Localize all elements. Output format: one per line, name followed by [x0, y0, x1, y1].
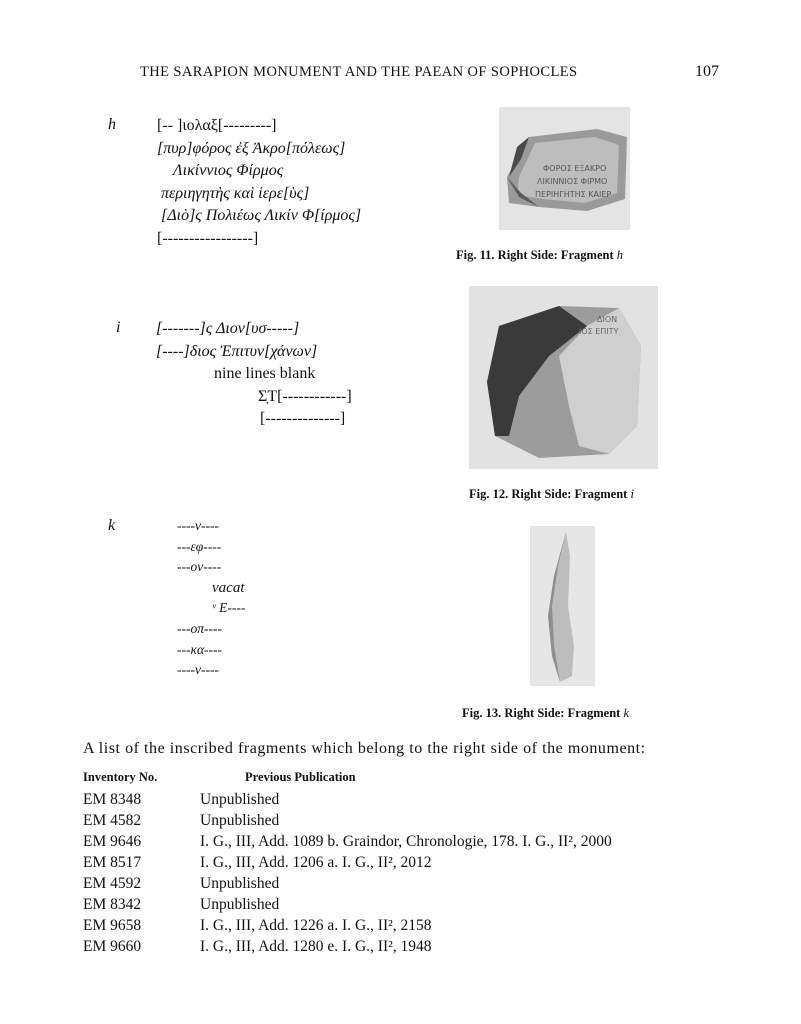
fragment-k-photo: [530, 526, 595, 686]
list-intro: A list of the inscribed fragments which belong to the right side of the monument:: [83, 740, 646, 757]
publication: I. G., III, Add. 1226 a. I. G., II², 2158: [200, 917, 432, 934]
caption-letter: i: [630, 487, 634, 501]
column-header-inventory: Inventory No.: [83, 770, 158, 784]
fragment-k-line: ---οπ----: [177, 620, 222, 636]
fragment-i-photo-text: ΔΙΟΝ: [597, 315, 618, 324]
fragment-k-line: ----ν----: [177, 662, 219, 678]
publication: Unpublished: [200, 791, 280, 808]
publication: I. G., III, Add. 1206 a. I. G., II², 2012: [200, 854, 432, 871]
fragment-label-i: i: [116, 319, 121, 336]
caption-letter: k: [623, 706, 630, 720]
publication: Unpublished: [200, 896, 280, 913]
fragment-h-line: [-----------------]: [157, 229, 259, 247]
fragment-h-text: [157, 115, 361, 250]
fragment-label-h: h: [108, 116, 116, 133]
inventory-number: EM 8348: [83, 791, 142, 808]
fragment-k-line: ---ον----: [177, 559, 222, 575]
fragment-i-line: Σ̣Τ[------------]: [258, 387, 352, 405]
fragment-k-line: ----ν----: [177, 518, 219, 533]
fragment-i-text: [156, 318, 352, 431]
fragment-h-photo-text: ΛΙΚΙΝΝΙΟΣ ΦΙΡΜΟ: [537, 177, 608, 186]
fragment-h-line: [Διὸ]ς Πολιέως Λικίν Φ[ίρμος]: [161, 207, 362, 224]
publication: I. G., III, Add. 1089 b. Graindor, Chronologie, 178. I. G., II², 2000: [200, 833, 612, 850]
fragment-h-line: [-- ]ιολαξ[---------]: [157, 117, 277, 134]
page-number: 107: [695, 63, 719, 80]
running-title: THE SARAPION MONUMENT AND THE PAEAN OF SOPHOCLES: [140, 64, 578, 80]
fragment-h-photo: [499, 107, 630, 230]
caption-prefix: Fig. 13. Right Side: Fragment: [462, 706, 621, 720]
publication: Unpublished: [200, 875, 280, 892]
inventory-number: EM 4582: [83, 812, 142, 829]
fragment-i-line: [-------]ς Διον[υσ-----]: [156, 320, 300, 337]
fragment-h-line: περιηγητὴς καὶ ἱερε[ὺς]: [161, 184, 310, 202]
caption-letter: h: [616, 248, 624, 262]
fragment-k-line: vacat: [212, 579, 245, 596]
caption-prefix: Fig. 11. Right Side: Fragment: [456, 248, 614, 262]
figure-caption-13: [462, 706, 629, 721]
fragment-i-line: nine lines blank: [214, 365, 316, 382]
inventory-number: EM 9660: [83, 938, 142, 955]
fragment-label-k: k: [108, 517, 116, 534]
figure-caption-11: [456, 248, 623, 263]
figure-caption-12: [469, 487, 634, 502]
fragment-k-line: ---εφ----: [177, 538, 222, 554]
inventory-number: EM 4592: [83, 875, 142, 892]
caption-prefix: Fig. 12. Right Side: Fragment: [469, 487, 628, 501]
inventory-number: EM 9658: [83, 917, 142, 934]
fragment-i-line: [----]διος Ἐπιτυν[χάνων]: [156, 342, 318, 360]
publication: Unpublished: [200, 812, 280, 829]
column-header-publication: Previous Publication: [245, 770, 356, 784]
fragment-k-text: [177, 516, 245, 681]
inventory-number: EM 9646: [83, 833, 142, 850]
publication: I. G., III, Add. 1280 e. I. G., II², 1948: [200, 938, 432, 955]
fragment-i-photo: [469, 286, 658, 469]
fragment-i-photo-text: ΙΟΣ ΕΠΙΤΥ: [579, 327, 619, 336]
inventory-number: EM 8517: [83, 854, 142, 871]
fragment-h-line: [πυρ]φόρος ἐξ Ἀκρο[πόλεως]: [157, 139, 346, 157]
fragment-h-photo-text: ΠΕΡΙΗΓΗΤΗΣ ΚΑΙΕΡ: [535, 190, 612, 199]
fragment-k-line: ---κα----: [177, 641, 223, 657]
fragment-h-photo-text: ΦΟΡΟΣ ΕΞΑΚΡΟ: [543, 164, 607, 173]
fragment-i-line: [--------------]: [260, 410, 346, 427]
fragment-k-line: ᵛ Ε----: [212, 600, 246, 616]
inventory-number: EM 8342: [83, 896, 142, 913]
fragment-h-line: Λικίννιος Φίρμος: [173, 162, 284, 179]
